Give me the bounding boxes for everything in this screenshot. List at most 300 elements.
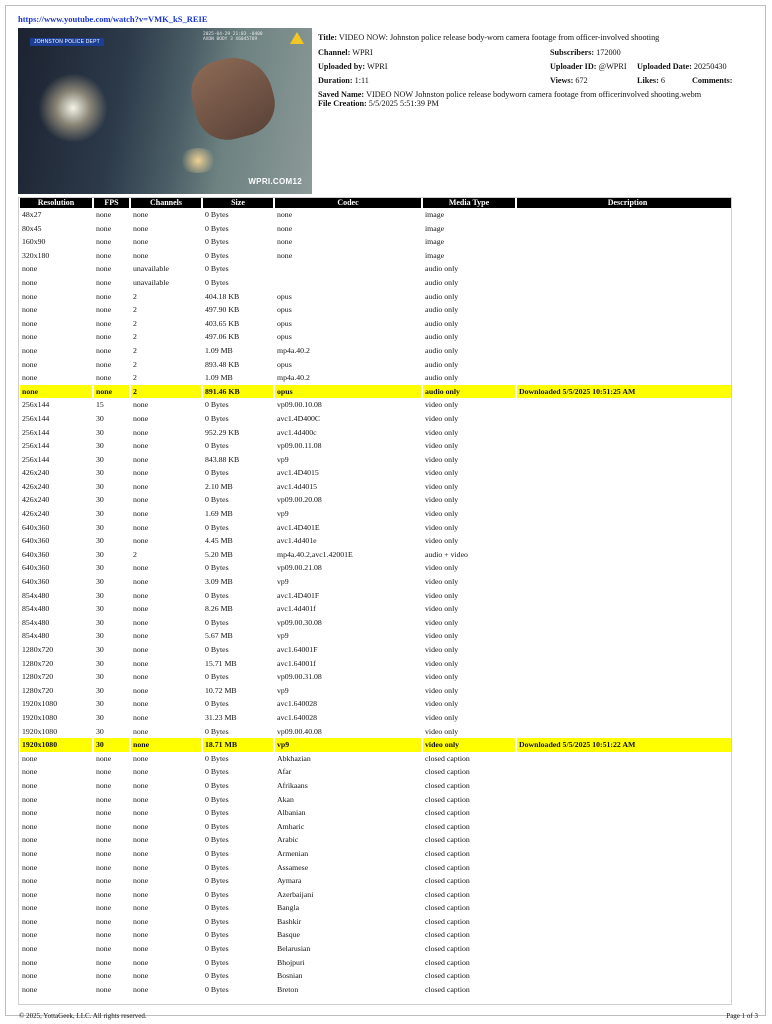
cell-media-type: audio only	[425, 359, 459, 369]
table-row	[20, 861, 732, 875]
cell-resolution: 256x144	[22, 427, 50, 437]
cell-description	[517, 697, 732, 711]
cell-resolution: 1920x1080	[22, 699, 58, 709]
thumbnail-arm	[184, 49, 282, 147]
cell-codec: Afar	[277, 767, 292, 777]
cell-size: 1.69 MB	[205, 509, 233, 519]
meta-saved-name	[318, 90, 701, 99]
cell-codec: vp09.00.21.08	[277, 563, 322, 573]
cell-media-type: audio only	[425, 318, 459, 328]
table-row	[20, 521, 732, 535]
cell-size: 0 Bytes	[205, 645, 229, 654]
table-row	[20, 806, 732, 820]
cell-channels: none	[133, 685, 149, 695]
cell-fps: none	[96, 753, 112, 763]
cell-channels: none	[133, 250, 149, 260]
cell-size: 891.46 KB	[203, 385, 273, 399]
table-row	[20, 426, 732, 440]
cell-fps: none	[96, 345, 112, 355]
cell-fps: 30	[96, 577, 104, 587]
cell-description	[517, 915, 732, 929]
cell-size: 0 Bytes	[205, 753, 229, 763]
cell-media-type: closed caption	[425, 916, 470, 926]
meta-subscribers-label: Subscribers:	[550, 48, 595, 57]
cell-media-type: video only	[425, 413, 459, 423]
cell-codec: avc1.4d401e	[277, 536, 317, 546]
table-row	[20, 684, 732, 698]
footer-page-number: Page 1 of 3	[726, 1012, 758, 1020]
cell-channels: none	[133, 413, 149, 423]
cell-resolution: none	[22, 835, 38, 845]
cell-channels: none	[133, 617, 149, 627]
cell-channels: none	[133, 509, 149, 519]
cell-media-type: closed caption	[425, 808, 470, 818]
cell-description	[517, 847, 732, 861]
cell-description	[517, 765, 732, 779]
cell-channels: none	[133, 522, 149, 532]
cell-channels: none	[133, 210, 149, 219]
cell-codec: Bangla	[277, 903, 300, 913]
video-url-link[interactable]: https://www.youtube.com/watch?v=VMK_kS_REIE	[18, 14, 208, 24]
meta-duration-label: Duration:	[318, 76, 353, 85]
cell-channels: none	[133, 767, 149, 777]
cell-size: 0 Bytes	[205, 903, 229, 913]
cell-codec: Breton	[277, 984, 299, 994]
cell-codec: vp09.00.10.08	[277, 400, 322, 410]
cell-codec: Akan	[277, 794, 294, 804]
cell-media-type: video only	[425, 481, 459, 491]
formats-table-container	[18, 197, 732, 1005]
table-row	[20, 412, 732, 426]
meta-comments-label: Comments:	[692, 76, 733, 85]
cell-fps: 30	[96, 549, 104, 559]
cell-channels: none	[133, 604, 149, 614]
meta-views-value: 672	[575, 76, 588, 85]
cell-channels: none	[133, 957, 149, 967]
cell-size: 0 Bytes	[205, 808, 229, 818]
cell-size: 0 Bytes	[205, 495, 229, 505]
cell-description	[517, 779, 732, 793]
cell-media-type: video only	[425, 604, 459, 614]
cell-codec: Abkhazian	[277, 753, 311, 763]
cell-size: 0 Bytes	[205, 699, 229, 709]
cell-media-type: video only	[425, 672, 459, 682]
cell-description: Downloaded 5/5/2025 10:51:22 AM	[517, 738, 732, 752]
cell-resolution: none	[22, 264, 38, 274]
cell-fps: none	[96, 984, 112, 994]
cell-channels: none	[133, 536, 149, 546]
cell-fps: 30	[96, 672, 104, 682]
meta-uploaded-by-label: Uploaded by:	[318, 62, 366, 71]
video-thumbnail[interactable]	[18, 28, 312, 194]
cell-description	[517, 358, 732, 372]
cell-channels: none	[133, 590, 149, 600]
cell-media-type: closed caption	[425, 862, 470, 872]
cell-codec: avc1.64001F	[277, 645, 318, 654]
table-row	[20, 657, 732, 671]
meta-uploaded-by	[318, 62, 387, 71]
cell-media-type: video only	[425, 631, 459, 641]
cell-codec: Arabic	[277, 835, 299, 845]
cell-channels: unavailable	[133, 264, 169, 274]
table-row	[20, 833, 732, 847]
cell-codec: avc1.4D401F	[277, 590, 320, 600]
table-row	[20, 480, 732, 494]
cell-description	[517, 657, 732, 671]
table-row	[20, 752, 732, 766]
cell-description	[517, 616, 732, 630]
cell-fps: 30	[96, 617, 104, 627]
cell-size: 0 Bytes	[205, 413, 229, 423]
cell-resolution: 854x480	[22, 604, 50, 614]
table-row	[20, 915, 732, 929]
meta-uploaded-date	[637, 62, 727, 71]
cell-codec: avc1.4d400c	[277, 427, 317, 437]
cell-resolution: none	[22, 916, 38, 926]
cell-fps: none	[96, 971, 112, 981]
meta-uploaded-date-label: Uploaded Date:	[637, 62, 692, 71]
cell-media-type: video only	[425, 400, 459, 410]
cell-resolution: 1280x720	[22, 685, 54, 695]
cell-resolution: 426x240	[22, 468, 50, 478]
cell-size: 0 Bytes	[205, 522, 229, 532]
cell-description	[517, 928, 732, 942]
cell-size: 10.72 MB	[205, 685, 237, 695]
cell-size: 0 Bytes	[205, 930, 229, 940]
cell-size: 497.06 KB	[205, 332, 240, 342]
header-resolution: Resolution	[20, 198, 92, 208]
cell-media-type: video only	[425, 441, 459, 451]
cell-media-type: video only	[425, 712, 459, 722]
cell-resolution: none	[22, 277, 38, 287]
cell-fps: none	[96, 223, 112, 233]
cell-media-type: video only	[425, 590, 459, 600]
meta-uploaded-by-value: WPRI	[367, 62, 388, 71]
cell-size: 0 Bytes	[205, 957, 229, 967]
header-size: Size	[203, 198, 273, 208]
cell-fps: none	[96, 305, 112, 315]
cell-channels: none	[133, 876, 149, 886]
cell-fps: none	[96, 780, 112, 790]
cell-fps: 30	[96, 413, 104, 423]
thumbnail-light-glare	[38, 73, 108, 143]
cell-media-type: closed caption	[425, 957, 470, 967]
cell-size: 15.71 MB	[205, 658, 237, 668]
meta-likes-value: 6	[660, 76, 665, 85]
cell-media-type: audio only	[425, 291, 459, 301]
cell-channels: none	[133, 577, 149, 587]
cell-media-type: image	[425, 237, 445, 247]
cell-fps: none	[96, 359, 112, 369]
cell-description	[517, 249, 732, 263]
header-channels: Channels	[131, 198, 201, 208]
cell-description	[517, 290, 732, 304]
cell-media-type: image	[425, 210, 445, 219]
meta-channel-label: Channel:	[318, 48, 351, 57]
table-row	[20, 303, 732, 317]
cell-fps: none	[96, 767, 112, 777]
cell-fps: none	[96, 808, 112, 818]
cell-size: 0 Bytes	[205, 889, 229, 899]
cell-media-type: closed caption	[425, 889, 470, 899]
cell-description	[517, 208, 732, 222]
cell-channels: 2	[133, 359, 137, 369]
cell-codec: opus	[277, 291, 292, 301]
cell-codec: vp9	[277, 577, 289, 587]
warning-icon	[290, 32, 304, 44]
cell-codec: opus	[277, 359, 292, 369]
cell-resolution: none	[22, 291, 38, 301]
cell-size: 4.45 MB	[205, 536, 233, 546]
cell-resolution: none	[22, 957, 38, 967]
cell-resolution: none	[22, 889, 38, 899]
cell-channels: none	[133, 808, 149, 818]
meta-subscribers-value: 172000	[596, 48, 621, 57]
table-row	[20, 847, 732, 861]
cell-size: 0 Bytes	[205, 780, 229, 790]
cell-codec: avc1.64001f	[277, 658, 316, 668]
meta-channel-value: WPRI	[352, 48, 373, 57]
cell-resolution: 854x480	[22, 590, 50, 600]
table-row	[20, 330, 732, 344]
cell-channels: 2	[131, 385, 201, 399]
cell-fps: 30	[96, 658, 104, 668]
cell-description	[517, 670, 732, 684]
cell-media-type: image	[425, 223, 445, 233]
header-description: Description	[517, 198, 732, 208]
cell-codec: vp9	[277, 685, 289, 695]
cell-channels: none	[133, 658, 149, 668]
cell-resolution: 1920x1080	[22, 726, 58, 736]
cell-media-type: closed caption	[425, 971, 470, 981]
cell-media-type: video only	[425, 645, 459, 654]
cell-fps: 30	[96, 590, 104, 600]
cell-fps: none	[96, 944, 112, 954]
cell-size: 0 Bytes	[205, 441, 229, 451]
meta-uploader-id-value: @WPRI	[598, 62, 627, 71]
table-row	[20, 765, 732, 779]
table-row-downloaded	[20, 385, 732, 399]
cell-description	[517, 507, 732, 521]
cell-resolution: none	[22, 794, 38, 804]
cell-fps: none	[96, 264, 112, 274]
cell-codec	[275, 276, 421, 290]
cell-description	[517, 820, 732, 834]
cell-media-type: audio only	[425, 277, 459, 287]
cell-size: 0 Bytes	[205, 944, 229, 954]
table-row	[20, 317, 732, 331]
cell-channels: none	[133, 984, 149, 994]
cell-channels: none	[133, 712, 149, 722]
cell-media-type: video only	[423, 738, 515, 752]
table-row	[20, 901, 732, 915]
cell-resolution: 640x360	[22, 549, 50, 559]
table-row	[20, 548, 732, 562]
cell-channels: none	[133, 889, 149, 899]
cell-description	[517, 521, 732, 535]
cell-size: 952.29 KB	[205, 427, 240, 437]
cell-codec: avc1.640028	[277, 699, 318, 709]
cell-channels: none	[133, 699, 149, 709]
table-row	[20, 208, 732, 222]
cell-media-type: audio only	[423, 385, 515, 399]
table-row	[20, 276, 732, 290]
cell-resolution: 426x240	[22, 495, 50, 505]
cell-fps: none	[96, 889, 112, 899]
cell-media-type: video only	[425, 699, 459, 709]
cell-media-type: image	[425, 250, 445, 260]
cell-size: 0 Bytes	[205, 862, 229, 872]
table-row-downloaded	[20, 738, 732, 752]
table-row	[20, 969, 732, 983]
cell-size: 8.26 MB	[205, 604, 233, 614]
cell-media-type: audio only	[425, 332, 459, 342]
cell-codec: none	[277, 223, 293, 233]
header-codec: Codec	[275, 198, 421, 208]
cell-channels: none	[131, 738, 201, 752]
cell-size: 0 Bytes	[205, 984, 229, 994]
cell-codec: Azerbaijani	[277, 889, 314, 899]
cell-fps: 30	[96, 563, 104, 573]
table-row	[20, 290, 732, 304]
cell-size: 403.65 KB	[205, 318, 240, 328]
cell-codec: none	[277, 237, 293, 247]
cell-resolution: 256x144	[22, 454, 50, 464]
cell-description	[517, 956, 732, 970]
cell-media-type: video only	[425, 685, 459, 695]
cell-fps: none	[96, 821, 112, 831]
cell-size: 1.09 MB	[205, 373, 233, 383]
cell-size: 0 Bytes	[205, 767, 229, 777]
cell-codec: none	[277, 210, 293, 219]
meta-file-creation-value: 5/5/2025 5:51:39 PM	[368, 99, 439, 108]
cell-size: 31.23 MB	[205, 712, 237, 722]
cell-codec: Belarusian	[277, 944, 311, 954]
cell-media-type: video only	[425, 522, 459, 532]
cell-fps: none	[94, 385, 129, 399]
meta-subscribers	[550, 48, 621, 57]
cell-size: 0 Bytes	[205, 876, 229, 886]
table-row	[20, 942, 732, 956]
cell-description	[517, 888, 732, 902]
cell-channels: none	[133, 930, 149, 940]
thumbnail-dept-label: JOHNSTON POLICE DEPT	[30, 38, 104, 46]
cell-fps: none	[96, 291, 112, 301]
cell-fps: none	[96, 318, 112, 328]
header-media-type: Media Type	[423, 198, 515, 208]
cell-codec: avc1.4D4015	[277, 468, 319, 478]
cell-resolution: none	[22, 767, 38, 777]
cell-resolution: none	[22, 780, 38, 790]
cell-codec: vp09.00.40.08	[277, 726, 322, 736]
meta-saved-name-label: Saved Name:	[318, 90, 365, 99]
cell-channels: 2	[133, 318, 137, 328]
cell-resolution: 854x480	[22, 631, 50, 641]
cell-description	[517, 303, 732, 317]
cell-size: 843.88 KB	[205, 454, 240, 464]
cell-fps: 30	[96, 726, 104, 736]
cell-description	[517, 725, 732, 739]
cell-media-type: video only	[425, 454, 459, 464]
cell-description	[517, 548, 732, 562]
cell-description	[517, 412, 732, 426]
cell-resolution: none	[22, 848, 38, 858]
cell-media-type: video only	[425, 617, 459, 627]
cell-description	[517, 398, 732, 412]
meta-uploader-id	[550, 62, 627, 71]
cell-fps: 30	[96, 604, 104, 614]
cell-description	[517, 942, 732, 956]
cell-codec: Armenian	[277, 848, 309, 858]
cell-size: 0 Bytes	[205, 617, 229, 627]
cell-channels: none	[133, 848, 149, 858]
cell-codec: none	[277, 250, 293, 260]
cell-resolution: none	[22, 345, 38, 355]
cell-fps: 30	[96, 454, 104, 464]
cell-channels: none	[133, 944, 149, 954]
cell-codec: vp09.00.31.08	[277, 672, 322, 682]
meta-uploaded-date-value: 20250430	[693, 62, 727, 71]
formats-table	[18, 198, 732, 996]
cell-description	[517, 344, 732, 358]
cell-codec: vp09.00.20.08	[277, 495, 322, 505]
cell-description	[517, 629, 732, 643]
cell-fps: none	[96, 876, 112, 886]
cell-codec: mp4a.40.2,avc1.42001E	[277, 549, 353, 559]
cell-size: 0 Bytes	[205, 237, 229, 247]
table-row	[20, 928, 732, 942]
cell-codec: Afrikaans	[277, 780, 308, 790]
cell-channels: none	[133, 753, 149, 763]
cell-codec: vp09.00.11.08	[277, 441, 322, 451]
cell-media-type: closed caption	[425, 753, 470, 763]
cell-fps: 30	[96, 712, 104, 722]
cell-channels: none	[133, 563, 149, 573]
cell-media-type: closed caption	[425, 944, 470, 954]
cell-codec: Bhojpuri	[277, 957, 305, 967]
cell-channels: none	[133, 903, 149, 913]
cell-resolution: 160x90	[22, 237, 46, 247]
cell-codec: opus	[277, 318, 292, 328]
cell-media-type: video only	[425, 563, 459, 573]
cell-description	[517, 276, 732, 290]
cell-fps: 30	[96, 495, 104, 505]
cell-channels: none	[133, 726, 149, 736]
cell-description	[517, 235, 732, 249]
cell-media-type: audio only	[425, 305, 459, 315]
cell-description	[517, 317, 732, 331]
cell-codec: Assamese	[277, 862, 309, 872]
cell-fps: none	[96, 210, 112, 219]
meta-duration-value: 1:11	[354, 76, 369, 85]
table-row	[20, 493, 732, 507]
cell-description	[517, 643, 732, 657]
table-row	[20, 983, 732, 997]
cell-codec: mp4a.40.2	[277, 373, 310, 383]
table-row	[20, 507, 732, 521]
cell-media-type: video only	[425, 509, 459, 519]
meta-title-value: VIDEO NOW: Johnston police release body-worn camera footage from officer-involved shooting	[338, 33, 660, 42]
cell-codec: avc1.4d401f	[277, 604, 316, 614]
cell-description	[517, 793, 732, 807]
cell-codec: Amharic	[277, 821, 305, 831]
cell-fps: none	[96, 237, 112, 247]
cell-size: 0 Bytes	[205, 210, 229, 219]
cell-description	[517, 466, 732, 480]
cell-resolution: none	[22, 862, 38, 872]
thumbnail-light-glare-2	[178, 148, 218, 173]
cell-media-type: closed caption	[425, 767, 470, 777]
